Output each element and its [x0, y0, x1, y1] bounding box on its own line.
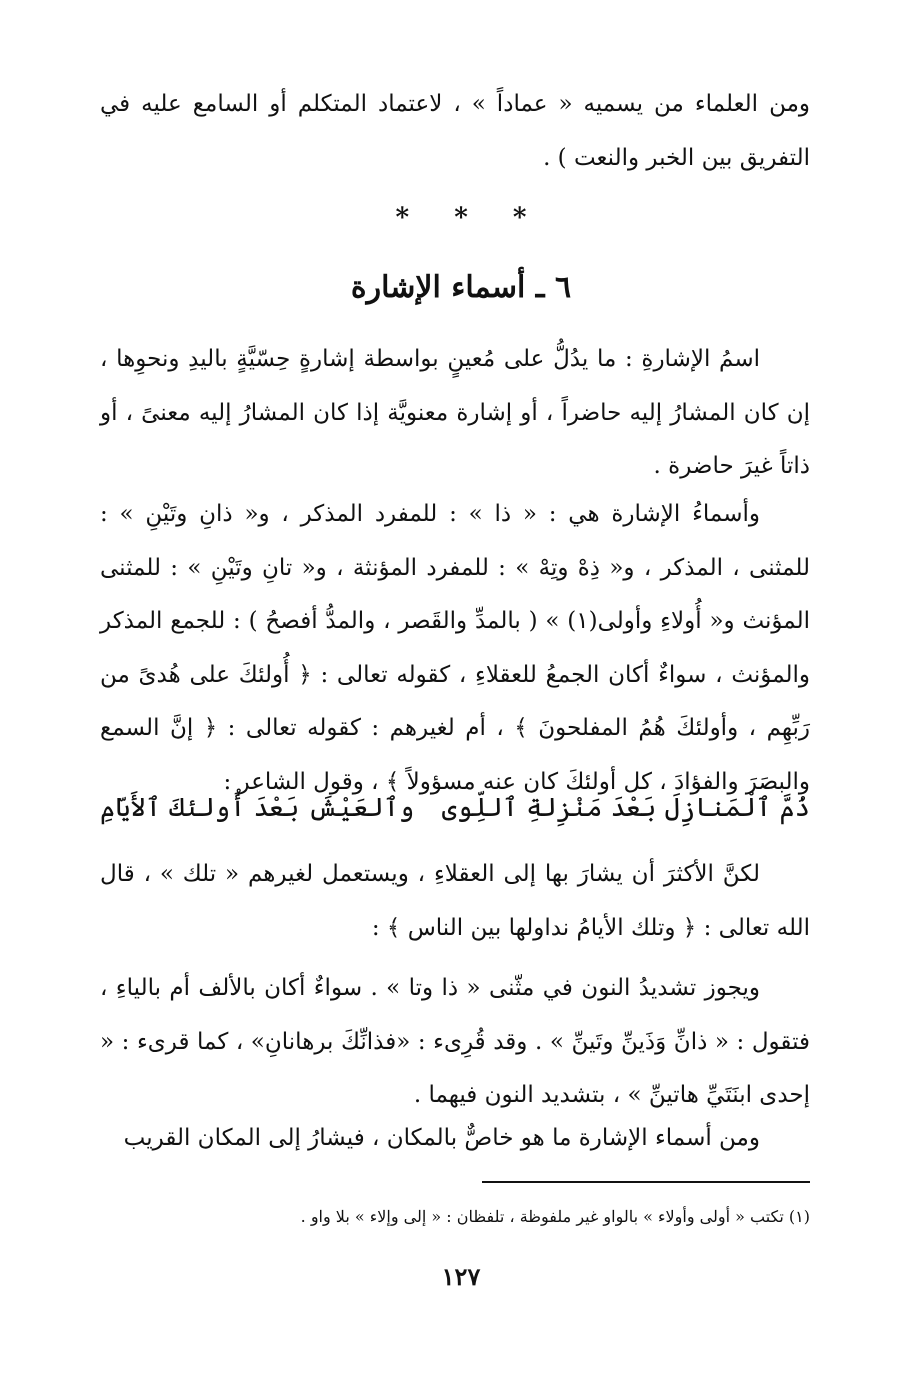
poem-hemistich-2: وٱلعَيْشَ بَعْدَ أُولئكَ ٱلأَيّامِ — [100, 793, 415, 823]
poem-hemistich-1: ذُمَّ ٱلْمَنازِلَ بَعْدَ مَنْزِلةِ ٱللِّوى — [441, 793, 810, 823]
names-paragraph: وأسماءُ الإشارة هي : « ذا » : للمفرد المذكر ، و« ذانِ وتَيْنِ » : للمثنى ، المذكر ، و« ذِهْ وتِهْ » : للمفرد المؤنثة ، و« تانِ وتَيْنِ » : للمثنى المؤنث و« أُولاءِ وأولى(١) » ( بالمدِّ والقَصر ، والمدُّ أفصحُ ) : للجمع المذكر والمؤنث ، سواءٌ أكان الجمعُ للعقلاءِ ، كقوله تعالى : ﴿ أُولئكَ على هُدىً من رَبِّهِم ، وأولئكَ هُمُ المفلحونَ ﴾ ، أم لغيرهم : كقوله تعالى : ﴿ إنَّ السمع والبصَرَ والفؤادَ ، كل أولئكَ كان عنه مسؤولاً ﴾ ، وقول الشاعر : — [100, 501, 811, 795]
top-paragraph-line-2: التفريق بين الخبر والنعت ) . — [543, 144, 810, 171]
top-paragraph-line-1: ومن العلماء من يسميه « عماداً » ، لاعتماد المتكلم أو السامع عليه في — [100, 91, 810, 117]
tashdid-paragraph: ويجوز تشديدُ النون في مثّنى « ذا وتا » . سواءٌ أكان بالألف أم بالياءِ ، فتقول : « ذانِّ وَذَينِّ وتَينِّ » . وقد قُرِىء : «فذانِّكَ برهانانِ» ، كما قرىء : « إحدى ابنَتَيِّ هاتينِّ » ، بتشديد النون فيهما . — [100, 975, 810, 1108]
last-paragraph: ومن أسماء الإشارة ما هو خاصٌّ بالمكان ، فيشارُ إلى المكان القريب — [123, 1125, 760, 1151]
page-number: ١٢٧ — [441, 1262, 481, 1291]
footnote-divider — [482, 1181, 810, 1183]
top-paragraph — [100, 78, 810, 185]
footnote: (١) تكتب « أولى وأولاء » بالواو غير ملفوظة ، تلفظان : « إلى وإلاء » بلا واو . — [300, 1207, 810, 1226]
section-separator: * * * — [395, 203, 527, 233]
definition-paragraph: اسمُ الإشارةِ : ما يدُلُّ على مُعينٍ بواسطة إشارةٍ حِسّيَّةٍ باليدِ ونحوِها ، إن كان المشارُ إليه حاضراً ، أو إشارة معنويَّة إذا كان المشارُ إليه معنىً ، أو ذاتاً غيرَ حاضرة . — [100, 346, 810, 479]
usage-paragraph: لكنَّ الأكثرَ أن يشارَ بها إلى العقلاءِ ، ويستعمل لغيرهم « تلك » ، قال الله تعالى : ﴿ وتلك الأيامُ نداولها بين الناس ﴾ : — [100, 861, 810, 941]
section-heading: ٦ ـ أسماء الإشارة — [350, 270, 572, 305]
poem-verse — [100, 786, 810, 830]
